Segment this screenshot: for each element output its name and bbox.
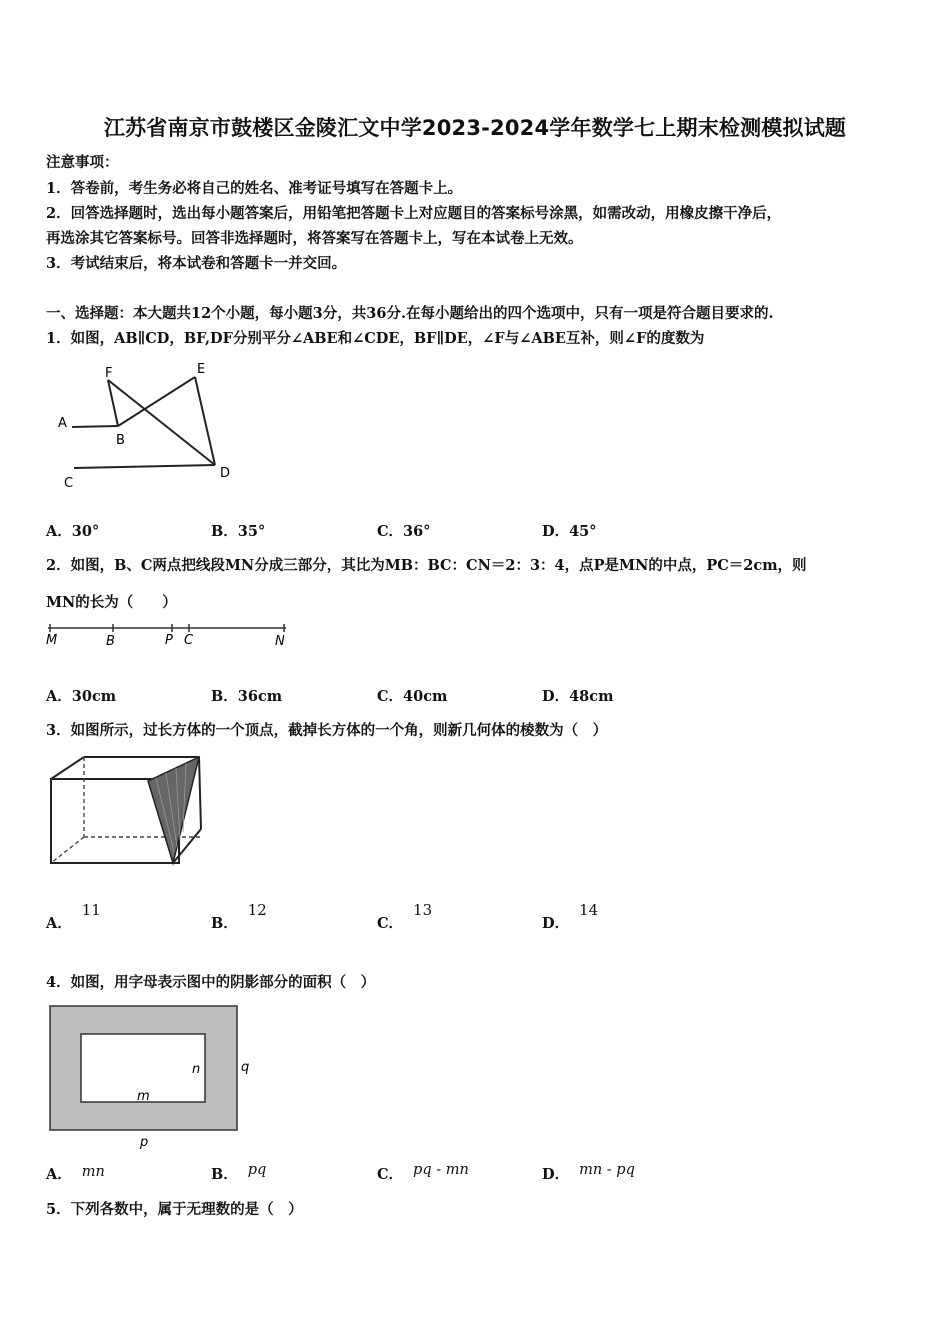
question-3-figure bbox=[44, 752, 214, 872]
notice-item: 再选涂其它答案标号。回答非选择题时，将答案写在答题卡上，写在本试卷上无效。 bbox=[46, 230, 583, 247]
question-1-figure bbox=[50, 355, 250, 495]
question-5-stem: 5．下列各数中，属于无理数的是（ ） bbox=[46, 1201, 303, 1218]
q1-option-a[interactable]: A．30° bbox=[46, 523, 100, 540]
point-label-p: P bbox=[165, 633, 173, 648]
dim-label-n: n bbox=[192, 1062, 201, 1077]
q3-option-b[interactable]: B．12 bbox=[211, 901, 267, 932]
dim-label-m: m bbox=[137, 1089, 150, 1104]
q1-option-c[interactable]: C．36° bbox=[377, 523, 431, 540]
q4-option-b[interactable]: B． pq bbox=[211, 1162, 267, 1183]
point-label-f: F bbox=[105, 366, 113, 381]
notice-item: 2．回答选择题时，选出每小题答案后，用铅笔把答题卡上对应题目的答案标号涂黑，如需改动，用橡皮擦干净后， bbox=[46, 205, 782, 222]
point-label-b: B bbox=[116, 433, 125, 448]
dim-label-p: p bbox=[140, 1135, 149, 1150]
notice-item: 1．答卷前，考生务必将自己的姓名、准考证号填写在答题卡上。 bbox=[46, 180, 463, 197]
q1-option-d[interactable]: D．45° bbox=[542, 523, 597, 540]
point-label-c: C bbox=[184, 633, 194, 648]
point-label-a: A bbox=[58, 416, 67, 431]
section-heading: 一、选择题：本大题共12个小题，每小题3分，共36分.在每小题给出的四个选项中，只有一项是符合题目要求的. bbox=[46, 305, 774, 322]
point-label-c: C bbox=[64, 476, 74, 491]
question-4-figure bbox=[44, 1000, 264, 1150]
q3-option-d[interactable]: D．14 bbox=[542, 901, 599, 932]
question-4-stem: 4．如图，用字母表示图中的阴影部分的面积（ ） bbox=[46, 974, 376, 991]
point-label-d: D bbox=[220, 466, 231, 481]
q2-option-c[interactable]: C．40cm bbox=[377, 688, 448, 705]
q3-option-c[interactable]: C．13 bbox=[377, 901, 433, 932]
q4-option-c[interactable]: C． pq - mn bbox=[377, 1162, 469, 1183]
question-1-stem: 1．如图，AB∥CD，BF,DF分别平分∠ABE和∠CDE，BF∥DE，∠F与∠ABE互补，则∠F的度数为 bbox=[46, 330, 705, 347]
question-2-stem-cont: MN的长为（ ） bbox=[46, 594, 177, 611]
point-label-n: N bbox=[275, 634, 285, 649]
point-label-m: M bbox=[46, 633, 58, 648]
q1-option-b[interactable]: B．35° bbox=[211, 523, 266, 540]
page-title: 江苏省南京市鼓楼区金陵汇文中学2023-2024学年数学七上期末检测模拟试题 bbox=[103, 116, 847, 140]
question-2-stem: 2．如图，B、C两点把线段MN分成三部分，其比为MB：BC：CN＝2：3：4，点P是MN的中点，PC＝2cm，则 bbox=[46, 557, 807, 574]
point-label-e: E bbox=[197, 362, 206, 377]
point-label-b: B bbox=[106, 634, 115, 649]
notice-item: 3．考试结束后，将本试卷和答题卡一并交回。 bbox=[46, 255, 347, 272]
q4-option-d[interactable]: D． mn - pq bbox=[542, 1162, 635, 1183]
dim-label-q: q bbox=[241, 1060, 250, 1075]
notice-heading: 注意事项： bbox=[46, 154, 119, 171]
q2-option-d[interactable]: D．48cm bbox=[542, 688, 614, 705]
q4-option-a[interactable]: A． mn bbox=[46, 1164, 105, 1183]
q2-option-b[interactable]: B．36cm bbox=[211, 688, 283, 705]
question-3-stem: 3．如图所示，过长方体的一个顶点，截掉长方体的一个角，则新几何体的棱数为（ ） bbox=[46, 722, 608, 739]
q3-option-a[interactable]: A．11 bbox=[46, 901, 101, 932]
question-2-figure bbox=[44, 620, 294, 650]
q2-option-a[interactable]: A．30cm bbox=[46, 688, 117, 705]
